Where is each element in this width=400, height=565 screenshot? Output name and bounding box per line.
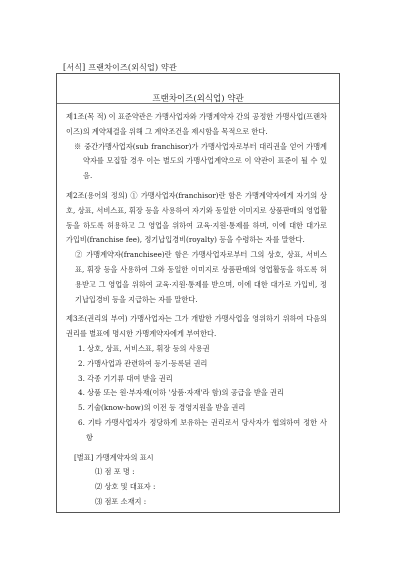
annex-item-store-address: ⑶ 점포 소재지 : [95,496,147,506]
article-3-item: 6. 기타 가맹사업자가 정당하게 보유하는 권리로서 당사자가 협의하여 정한 사항 [78,417,327,442]
article-3-item: 3. 각종 기기류 대여 받을 권리 [78,373,173,383]
article-3-item: 1. 상호, 상표, 서비스표, 휘장 등의 사용권 [78,343,210,353]
document-frame [56,73,340,513]
article-3-item: 5. 기술(know-how)의 이전 등 경영지원을 받을 권리 [78,403,246,413]
article-1-note: ※ 중간가맹사업자(sub franchisor)가 가맹사업자로부터 대리권을 얻어 가맹계약자를 모집할 경우 이는 별도의 가맹사업계약으로 이 약관이 표준이 될 수 있음. [74,141,327,181]
annex-heading: [별표] 가맹계약자의 표시 [74,452,154,462]
annex-item-trade-name: ⑵ 상호 및 대표자 : [95,482,156,492]
document-title: 프랜차이즈(외식업) 약관 [152,94,244,104]
article-1: 제1조(목 적) 이 표준약관은 가맹사업자와 가맹계약자 간의 공정한 가맹사업(프랜차이즈)의 계약체결을 위해 그 계약조건을 제시함을 목적으로 한다. [66,112,327,136]
article-3-item: 2. 가맹사업과 관련하여 등기·등록된 권리 [78,358,208,368]
article-2-item-2: ② 가맹계약자(franchisee)란 함은 가맹사업자로부터 그의 상호, 상표, 서비스표, 휘장 등을 사용하여 그와 동일한 이미지로 상품판매의 영업활동을 하도록 허용받고 그 영업을 위하여 교육·지원·통제를 받으며, 이에 대한 대가로 가입비, 정기납입경비 등을 지급하는 자를 말한다. [75,250,327,304]
annex-item-store-name: ⑴ 점 포 명 : [95,467,135,477]
document-body [66,110,327,510]
article-2-item-1: 제2조(용어의 정의) ① 가맹사업자(franchisor)란 함은 가맹계약자에게 자기의 상호, 상표, 서비스표, 휘장 등을 사용하여 자기와 동일한 이미지로 상품판매의 영업활동을 하도록 허용하고 그 영업을 위하여 교육·지원·통제를 하며, 이에 대한 대가로 가입비(franchise fee), 정기납입경비(royalty) 등을 수령하는 자를 말한다. [66,190,327,245]
article-3-intro: 제3조(권리의 부여) 가맹사업자는 그가 개발한 가맹사업을 영위하기 위하여 다음의 권리를 별표에 명시한 가맹계약자에게 부여한다. [66,314,327,339]
title-divider [57,103,339,104]
article-3-item: 4. 상품 또는 원·부자재(이하 '상품·자재'라 함)의 공급을 받을 권리 [78,388,284,398]
document-caption: [서식] 프랜차이즈(외식업) 약관 [63,63,177,72]
